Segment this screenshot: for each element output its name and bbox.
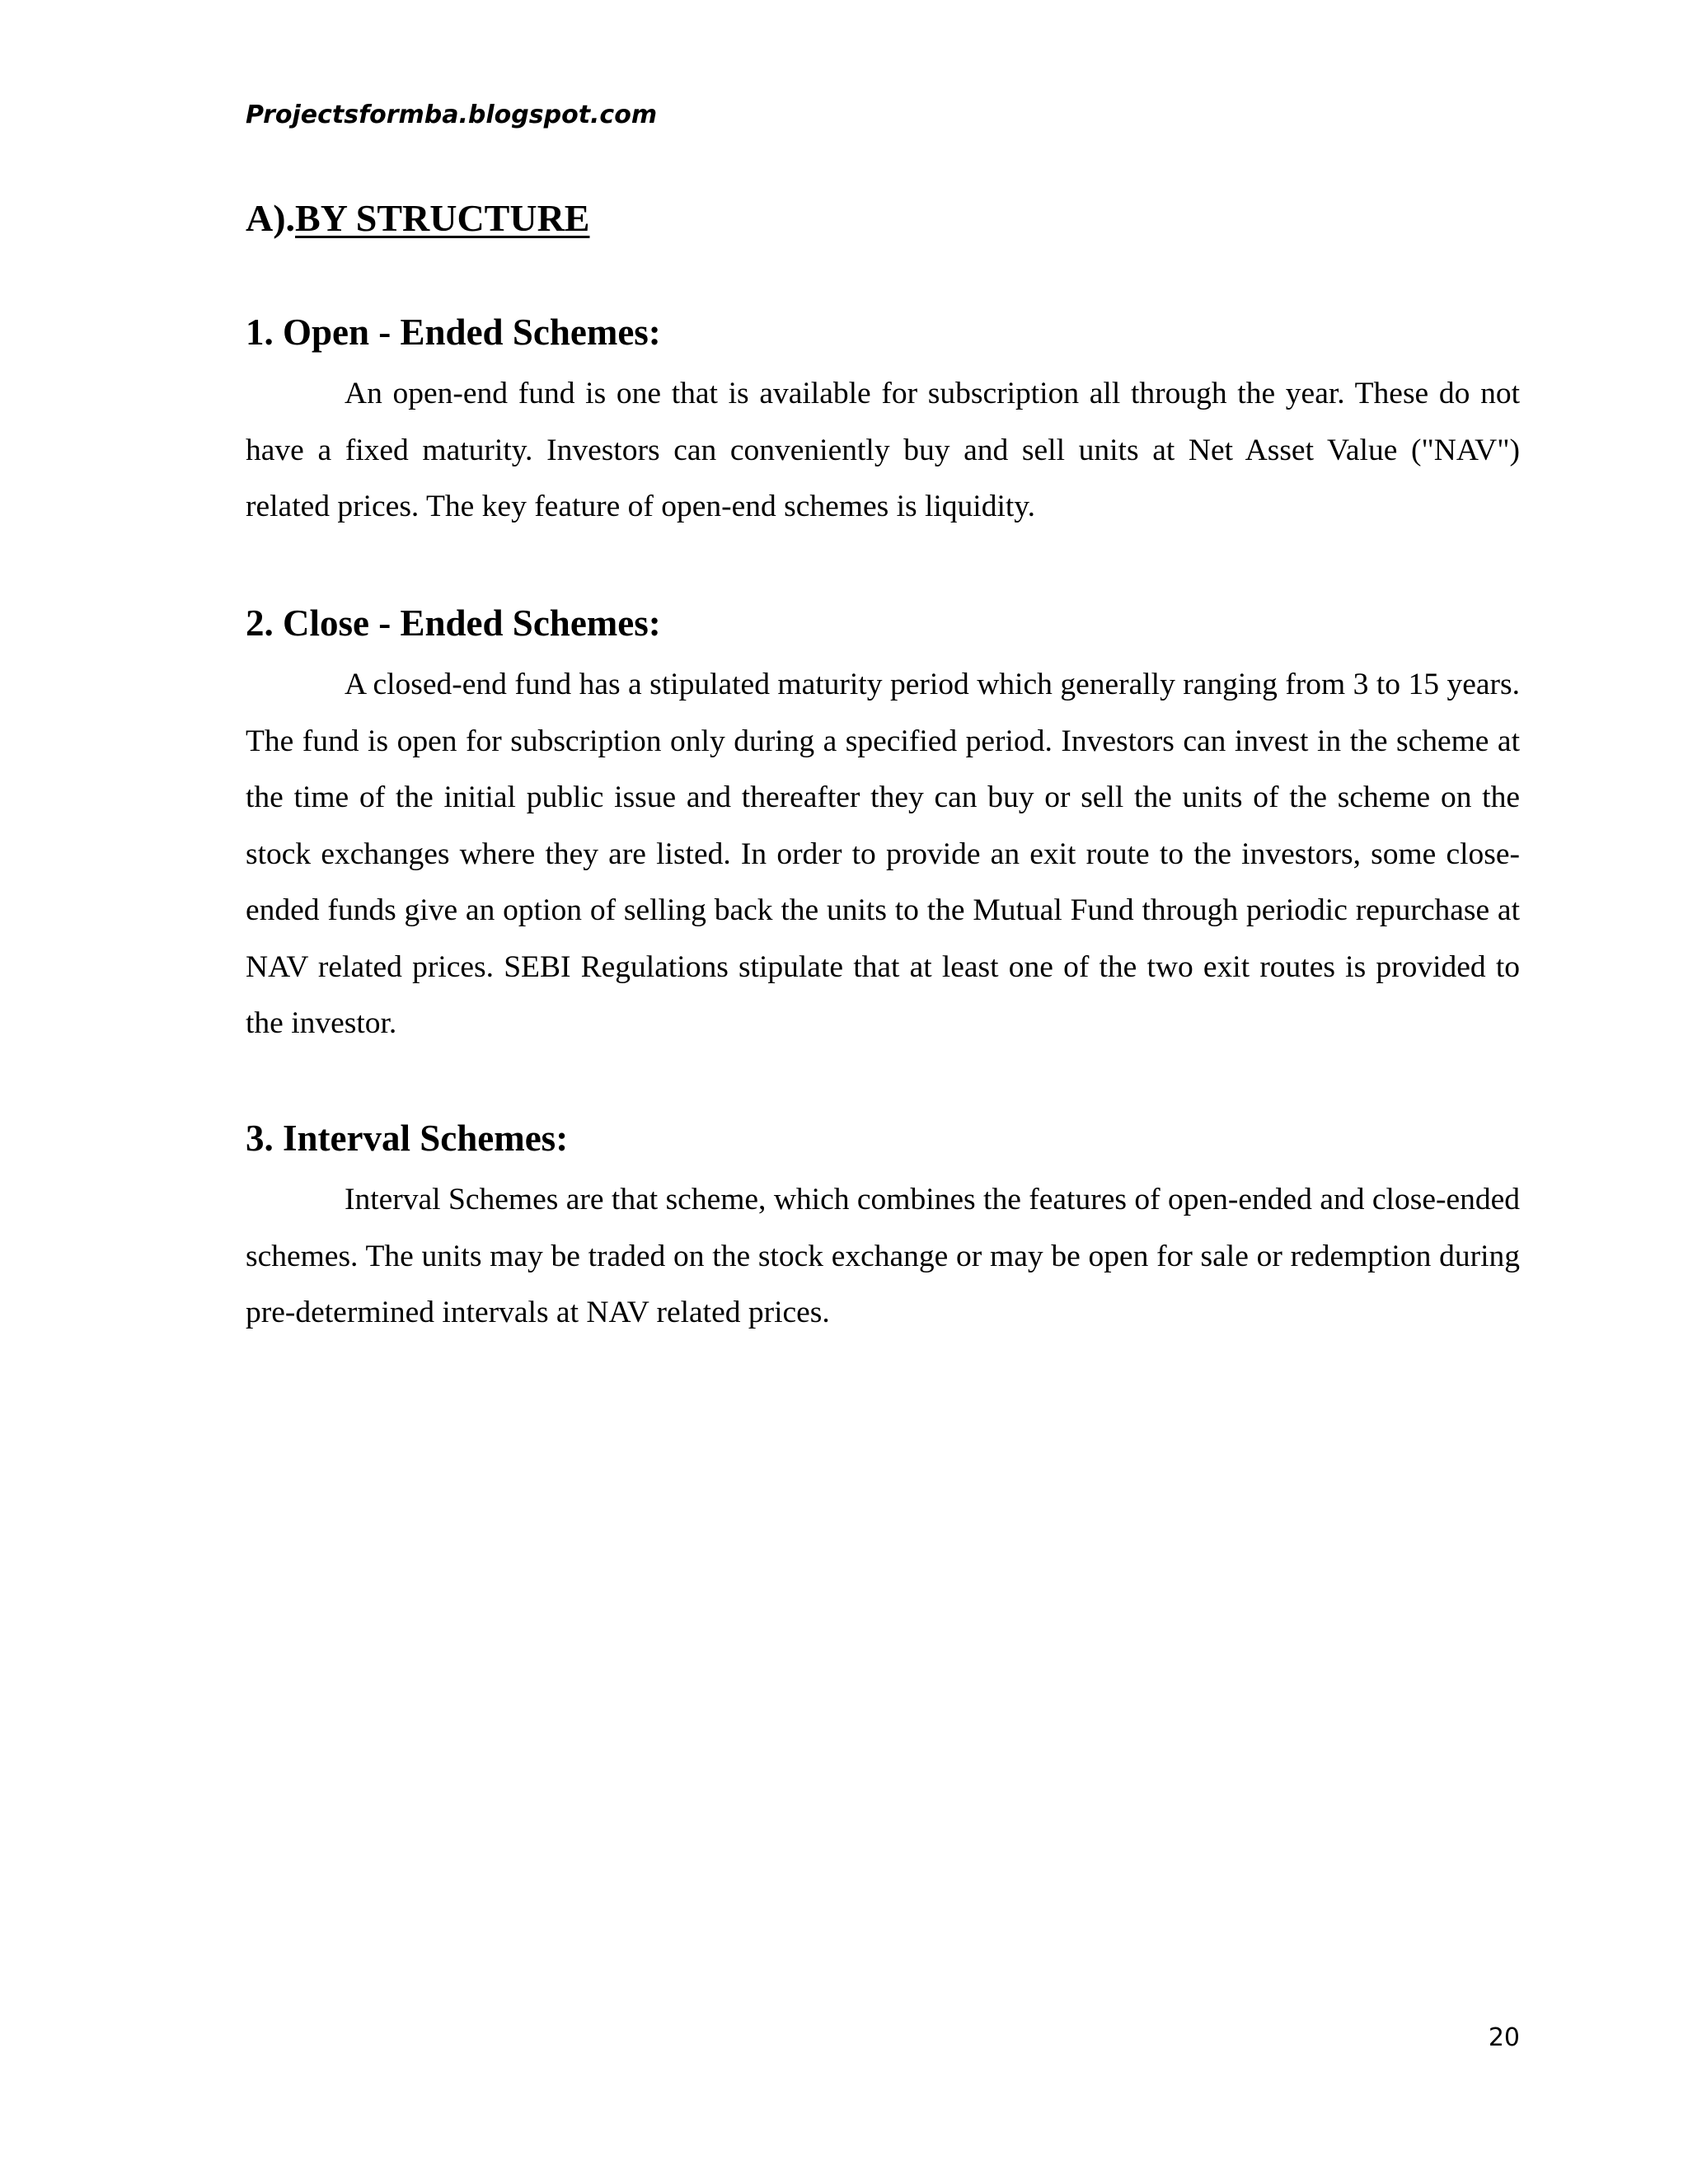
- page-number: 20: [1488, 2023, 1520, 2052]
- section-title-text: BY STRUCTURE: [295, 197, 590, 239]
- header-site-url: Projectsformba.blogspot.com: [246, 101, 658, 129]
- scheme-heading-close-ended: 2. Close - Ended Schemes:: [246, 602, 661, 644]
- scheme-body-close-ended: A closed-end fund has a stipulated maturity period which generally ranging from 3 to 15 years. The fund is open for subscription only during a specified period. Investors can invest in the scheme at the time of the initial public issue and thereafter they can buy or sell the units of the scheme on the stock exchanges where they are listed. In order to provide an exit route to the investors, some close-ended funds give an option of selling back the units to the Mutual Fund through periodic repurchase at NAV related prices. SEBI Regulations stipulate that at least one of the two exit routes is provided to the investor.: [246, 668, 1520, 1040]
- scheme-body-open-ended: An open-end fund is one that is available for subscription all through the year. These do not have a fixed maturity. Investors can conveniently buy and sell units at Net Asset Value ("NAV") related prices. The key feature of open-end schemes is liquidity.: [246, 377, 1520, 523]
- scheme-heading-interval: 3. Interval Schemes:: [246, 1118, 569, 1159]
- scheme-heading-open-ended: 1. Open - Ended Schemes:: [246, 312, 661, 353]
- section-title: [246, 196, 589, 240]
- section-prefix: A).: [246, 197, 296, 239]
- scheme-body-interval: Interval Schemes are that scheme, which combines the features of open-ended and close-ended schemes. The units may be traded on the stock exchange or may be open for sale or redemption during pre-determined intervals at NAV related prices.: [246, 1183, 1520, 1329]
